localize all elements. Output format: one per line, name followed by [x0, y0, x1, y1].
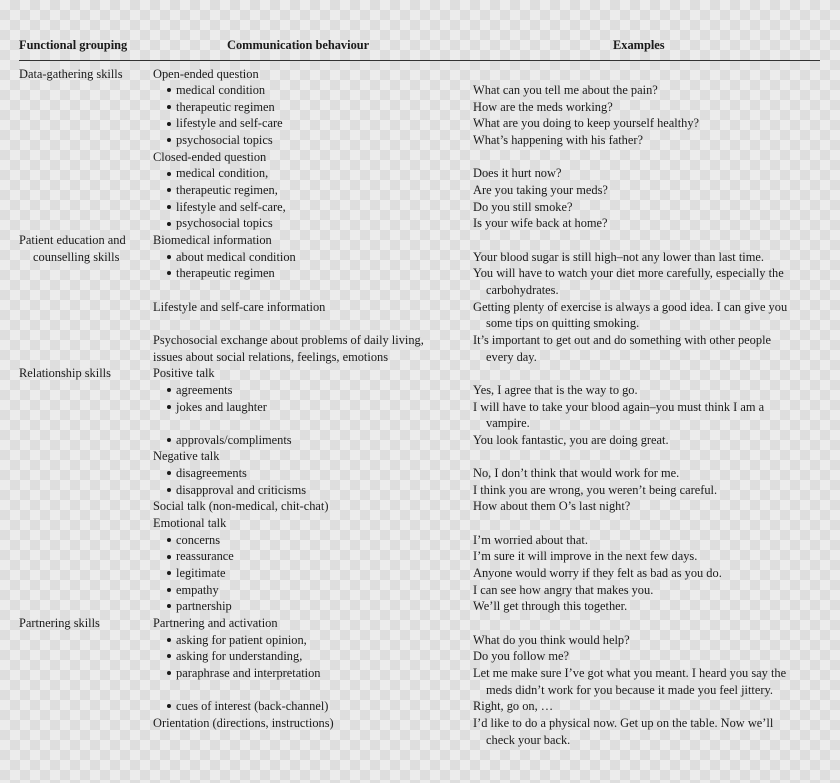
bullet-icon — [167, 638, 171, 642]
table-row — [0, 99, 840, 116]
behaviour-text: Orientation (directions, instructions) — [153, 715, 334, 730]
table-row — [0, 465, 840, 482]
behaviour-cell — [167, 632, 307, 649]
bullet-icon — [167, 88, 171, 92]
behaviour-cell — [167, 482, 306, 499]
example-cell: I think you are wrong, you weren’t being careful. — [473, 482, 718, 497]
behaviour-cell — [153, 448, 219, 465]
functional-grouping-cell: counselling skills — [33, 249, 120, 264]
behaviour-cell — [153, 299, 325, 316]
behaviour-text: medical condition — [176, 83, 266, 98]
table-row — [0, 315, 840, 332]
example-cell: I can see how angry that makes you. — [473, 582, 654, 597]
bullet-icon — [167, 122, 171, 126]
behaviour-cell — [167, 249, 296, 266]
table-row — [0, 115, 840, 132]
table-row — [0, 598, 840, 615]
table-row — [0, 132, 840, 149]
bullet-icon — [167, 604, 171, 608]
example-cell: What’s happening with his father? — [473, 133, 643, 148]
example-cell: Anyone would worry if they felt as bad as you do. — [473, 566, 722, 580]
behaviour-cell — [153, 515, 226, 532]
behaviour-cell — [167, 265, 275, 282]
behaviour-cell — [167, 165, 268, 182]
example-cell: How are the meds working? — [473, 99, 613, 114]
behaviour-text: lifestyle and self-care — [176, 116, 283, 131]
behaviour-text: Social talk (non-medical, chit-chat) — [153, 499, 329, 514]
table-row — [0, 365, 840, 382]
table-row — [0, 149, 840, 166]
behaviour-cell — [167, 382, 232, 399]
example-cell: Do you follow me? — [473, 649, 570, 664]
example-cell: Is your wife back at home? — [473, 216, 608, 231]
header-communication-behaviour: Communication behaviour — [227, 38, 370, 52]
behaviour-text: approvals/compliments — [176, 432, 292, 447]
bullet-icon — [167, 105, 171, 109]
table-row — [0, 249, 840, 266]
behaviour-cell — [167, 182, 278, 199]
table-row — [0, 632, 840, 649]
table-row — [0, 665, 840, 682]
bullet-icon — [167, 571, 171, 575]
behaviour-text: Partnering and activation — [153, 615, 278, 630]
example-cell: It’s important to get out and do something with other people — [473, 332, 772, 347]
behaviour-cell — [167, 548, 234, 565]
behaviour-cell — [153, 149, 266, 166]
behaviour-text: therapeutic regimen — [176, 266, 275, 281]
bullet-icon — [167, 172, 171, 176]
behaviour-cell — [167, 215, 273, 232]
table-row — [0, 732, 840, 749]
behaviour-text: reassurance — [176, 549, 234, 564]
table-row — [0, 82, 840, 99]
behaviour-text: therapeutic regimen — [176, 99, 275, 114]
behaviour-text: Open-ended question — [153, 66, 259, 81]
bullet-icon — [167, 588, 171, 592]
table-row — [0, 232, 840, 249]
table-row — [0, 682, 840, 699]
header-rule — [19, 60, 820, 61]
example-cell: What do you think would help? — [473, 632, 630, 647]
table-row — [0, 332, 840, 349]
bullet-icon — [167, 704, 171, 708]
table-row — [0, 349, 840, 366]
table-row — [0, 215, 840, 232]
table-row — [0, 698, 840, 715]
behaviour-cell — [153, 66, 259, 83]
bullet-icon — [167, 471, 171, 475]
example-cell: We’ll get through this together. — [473, 599, 628, 614]
behaviour-text: Positive talk — [153, 366, 215, 381]
example-cell: What are you doing to keep yourself healthy? — [473, 116, 700, 131]
behaviour-text: Psychosocial exchange about problems of daily living, — [153, 332, 424, 347]
table-row — [0, 382, 840, 399]
behaviour-text: empathy — [176, 582, 219, 597]
bullet-icon — [167, 555, 171, 559]
behaviour-text: concerns — [176, 532, 221, 547]
behaviour-cell — [167, 82, 265, 99]
behaviour-text: Emotional talk — [153, 516, 227, 531]
behaviour-text: asking for patient opinion, — [176, 632, 307, 647]
table-row — [0, 615, 840, 632]
behaviour-cell — [153, 349, 388, 366]
behaviour-cell — [153, 498, 328, 515]
behaviour-cell — [167, 532, 220, 549]
behaviour-cell — [167, 665, 321, 682]
table-row — [0, 515, 840, 532]
bullet-icon — [167, 538, 171, 542]
header-functional-grouping: Functional grouping — [19, 38, 128, 52]
example-cell: Are you taking your meds? — [473, 183, 608, 198]
behaviour-cell — [167, 698, 328, 715]
bullet-icon — [167, 271, 171, 275]
behaviour-cell — [167, 432, 292, 449]
example-cell: I will have to take your blood again–you must think I am a — [473, 399, 765, 414]
behaviour-text: paraphrase and interpretation — [176, 665, 321, 680]
table-row — [0, 498, 840, 515]
behaviour-text: Closed-ended question — [153, 149, 267, 164]
table-row — [0, 282, 840, 299]
example-cell: I’m sure it will improve in the next few days. — [473, 549, 698, 564]
behaviour-text: psychosocial topics — [176, 216, 273, 231]
behaviour-cell — [153, 232, 272, 249]
bullet-icon — [167, 138, 171, 142]
example-cell: every day. — [486, 349, 537, 364]
table-row — [0, 165, 840, 182]
example-cell: Getting plenty of exercise is always a good idea. I can give you — [473, 299, 788, 314]
bullet-icon — [167, 188, 171, 192]
table-row — [0, 582, 840, 599]
behaviour-text: disapproval and criticisms — [176, 482, 307, 497]
example-cell: I’d like to do a physical now. Get up on the table. Now we’ll — [473, 715, 774, 730]
behaviour-cell — [167, 598, 232, 615]
behaviour-text: cues of interest (back-channel) — [176, 699, 329, 714]
behaviour-text: asking for understanding, — [176, 649, 303, 664]
behaviour-text: legitimate — [176, 566, 226, 580]
example-cell: check your back. — [486, 732, 571, 747]
example-cell: You will have to watch your diet more carefully, especially the — [473, 266, 784, 281]
behaviour-text: jokes and laughter — [176, 399, 267, 414]
example-cell: No, I don’t think that would work for me. — [473, 466, 680, 481]
example-cell: How about them O’s last night? — [473, 499, 631, 514]
table-row — [0, 399, 840, 416]
example-cell: some tips on quitting smoking. — [486, 316, 640, 331]
example-cell: vampire. — [486, 416, 530, 431]
example-cell: Let me make sure I’ve got what you meant. I heard you say the — [473, 665, 787, 680]
table-row — [0, 415, 840, 432]
behaviour-text: psychosocial topics — [176, 133, 273, 148]
table-row — [0, 548, 840, 565]
functional-grouping-cell: Partnering skills — [19, 615, 100, 630]
behaviour-cell — [167, 99, 275, 116]
example-cell: Do you still smoke? — [473, 199, 573, 214]
behaviour-text: partnership — [176, 599, 232, 614]
bullet-icon — [167, 438, 171, 442]
behaviour-text: Biomedical information — [153, 233, 272, 247]
behaviour-cell — [167, 115, 283, 132]
bullet-icon — [167, 255, 171, 259]
table-row — [0, 565, 840, 582]
behaviour-cell — [167, 132, 273, 149]
table-row — [0, 432, 840, 449]
behaviour-text: Lifestyle and self-care information — [153, 299, 326, 314]
example-cell: You look fantastic, you are doing great. — [473, 432, 669, 447]
behaviour-cell — [167, 465, 247, 482]
behaviour-text: therapeutic regimen, — [176, 183, 278, 198]
bullet-icon — [167, 654, 171, 658]
behaviour-cell — [167, 565, 226, 582]
behaviour-text: lifestyle and self-care, — [176, 199, 286, 214]
functional-grouping-cell: Relationship skills — [19, 366, 111, 381]
behaviour-text: Negative talk — [153, 449, 220, 464]
table-row — [0, 482, 840, 499]
header-examples: Examples — [613, 38, 665, 52]
example-cell: meds didn’t work for you because it made you feel jittery. — [486, 682, 773, 697]
functional-grouping-cell: Data-gathering skills — [19, 66, 123, 81]
behaviour-cell — [167, 399, 267, 416]
table-row — [0, 648, 840, 665]
bullet-icon — [167, 222, 171, 226]
table-row — [0, 66, 840, 83]
behaviour-cell — [153, 365, 215, 382]
table-row — [0, 265, 840, 282]
behaviour-text: about medical condition — [176, 249, 296, 264]
behaviour-cell — [167, 199, 286, 216]
example-cell: Right, go on, … — [473, 699, 554, 714]
behaviour-text: issues about social relations, feelings, emotions — [153, 349, 389, 364]
table-row — [0, 182, 840, 199]
table-row — [0, 715, 840, 732]
example-cell: I’m worried about that. — [473, 532, 588, 547]
bullet-icon — [167, 405, 171, 409]
functional-grouping-cell: Patient education and — [19, 233, 126, 247]
behaviour-cell — [167, 582, 219, 599]
example-cell: Yes, I agree that is the way to go. — [473, 382, 638, 397]
table-row — [0, 199, 840, 216]
behaviour-text: medical condition, — [176, 166, 269, 181]
table-row — [0, 448, 840, 465]
bullet-icon — [167, 205, 171, 209]
example-cell: carbohydrates. — [486, 282, 559, 297]
behaviour-cell — [153, 615, 278, 632]
example-cell: What can you tell me about the pain? — [473, 83, 658, 98]
example-cell: Does it hurt now? — [473, 166, 562, 181]
bullet-icon — [167, 388, 171, 392]
example-cell: Your blood sugar is still high–not any lower than last time. — [473, 249, 764, 264]
bullet-icon — [167, 671, 171, 675]
behaviour-cell — [167, 648, 302, 665]
table-row — [0, 532, 840, 549]
behaviour-cell — [153, 715, 334, 732]
behaviour-text: agreements — [176, 382, 233, 397]
bullet-icon — [167, 488, 171, 492]
behaviour-text: disagreements — [176, 466, 247, 481]
behaviour-cell — [153, 332, 424, 349]
table-row — [0, 299, 840, 316]
